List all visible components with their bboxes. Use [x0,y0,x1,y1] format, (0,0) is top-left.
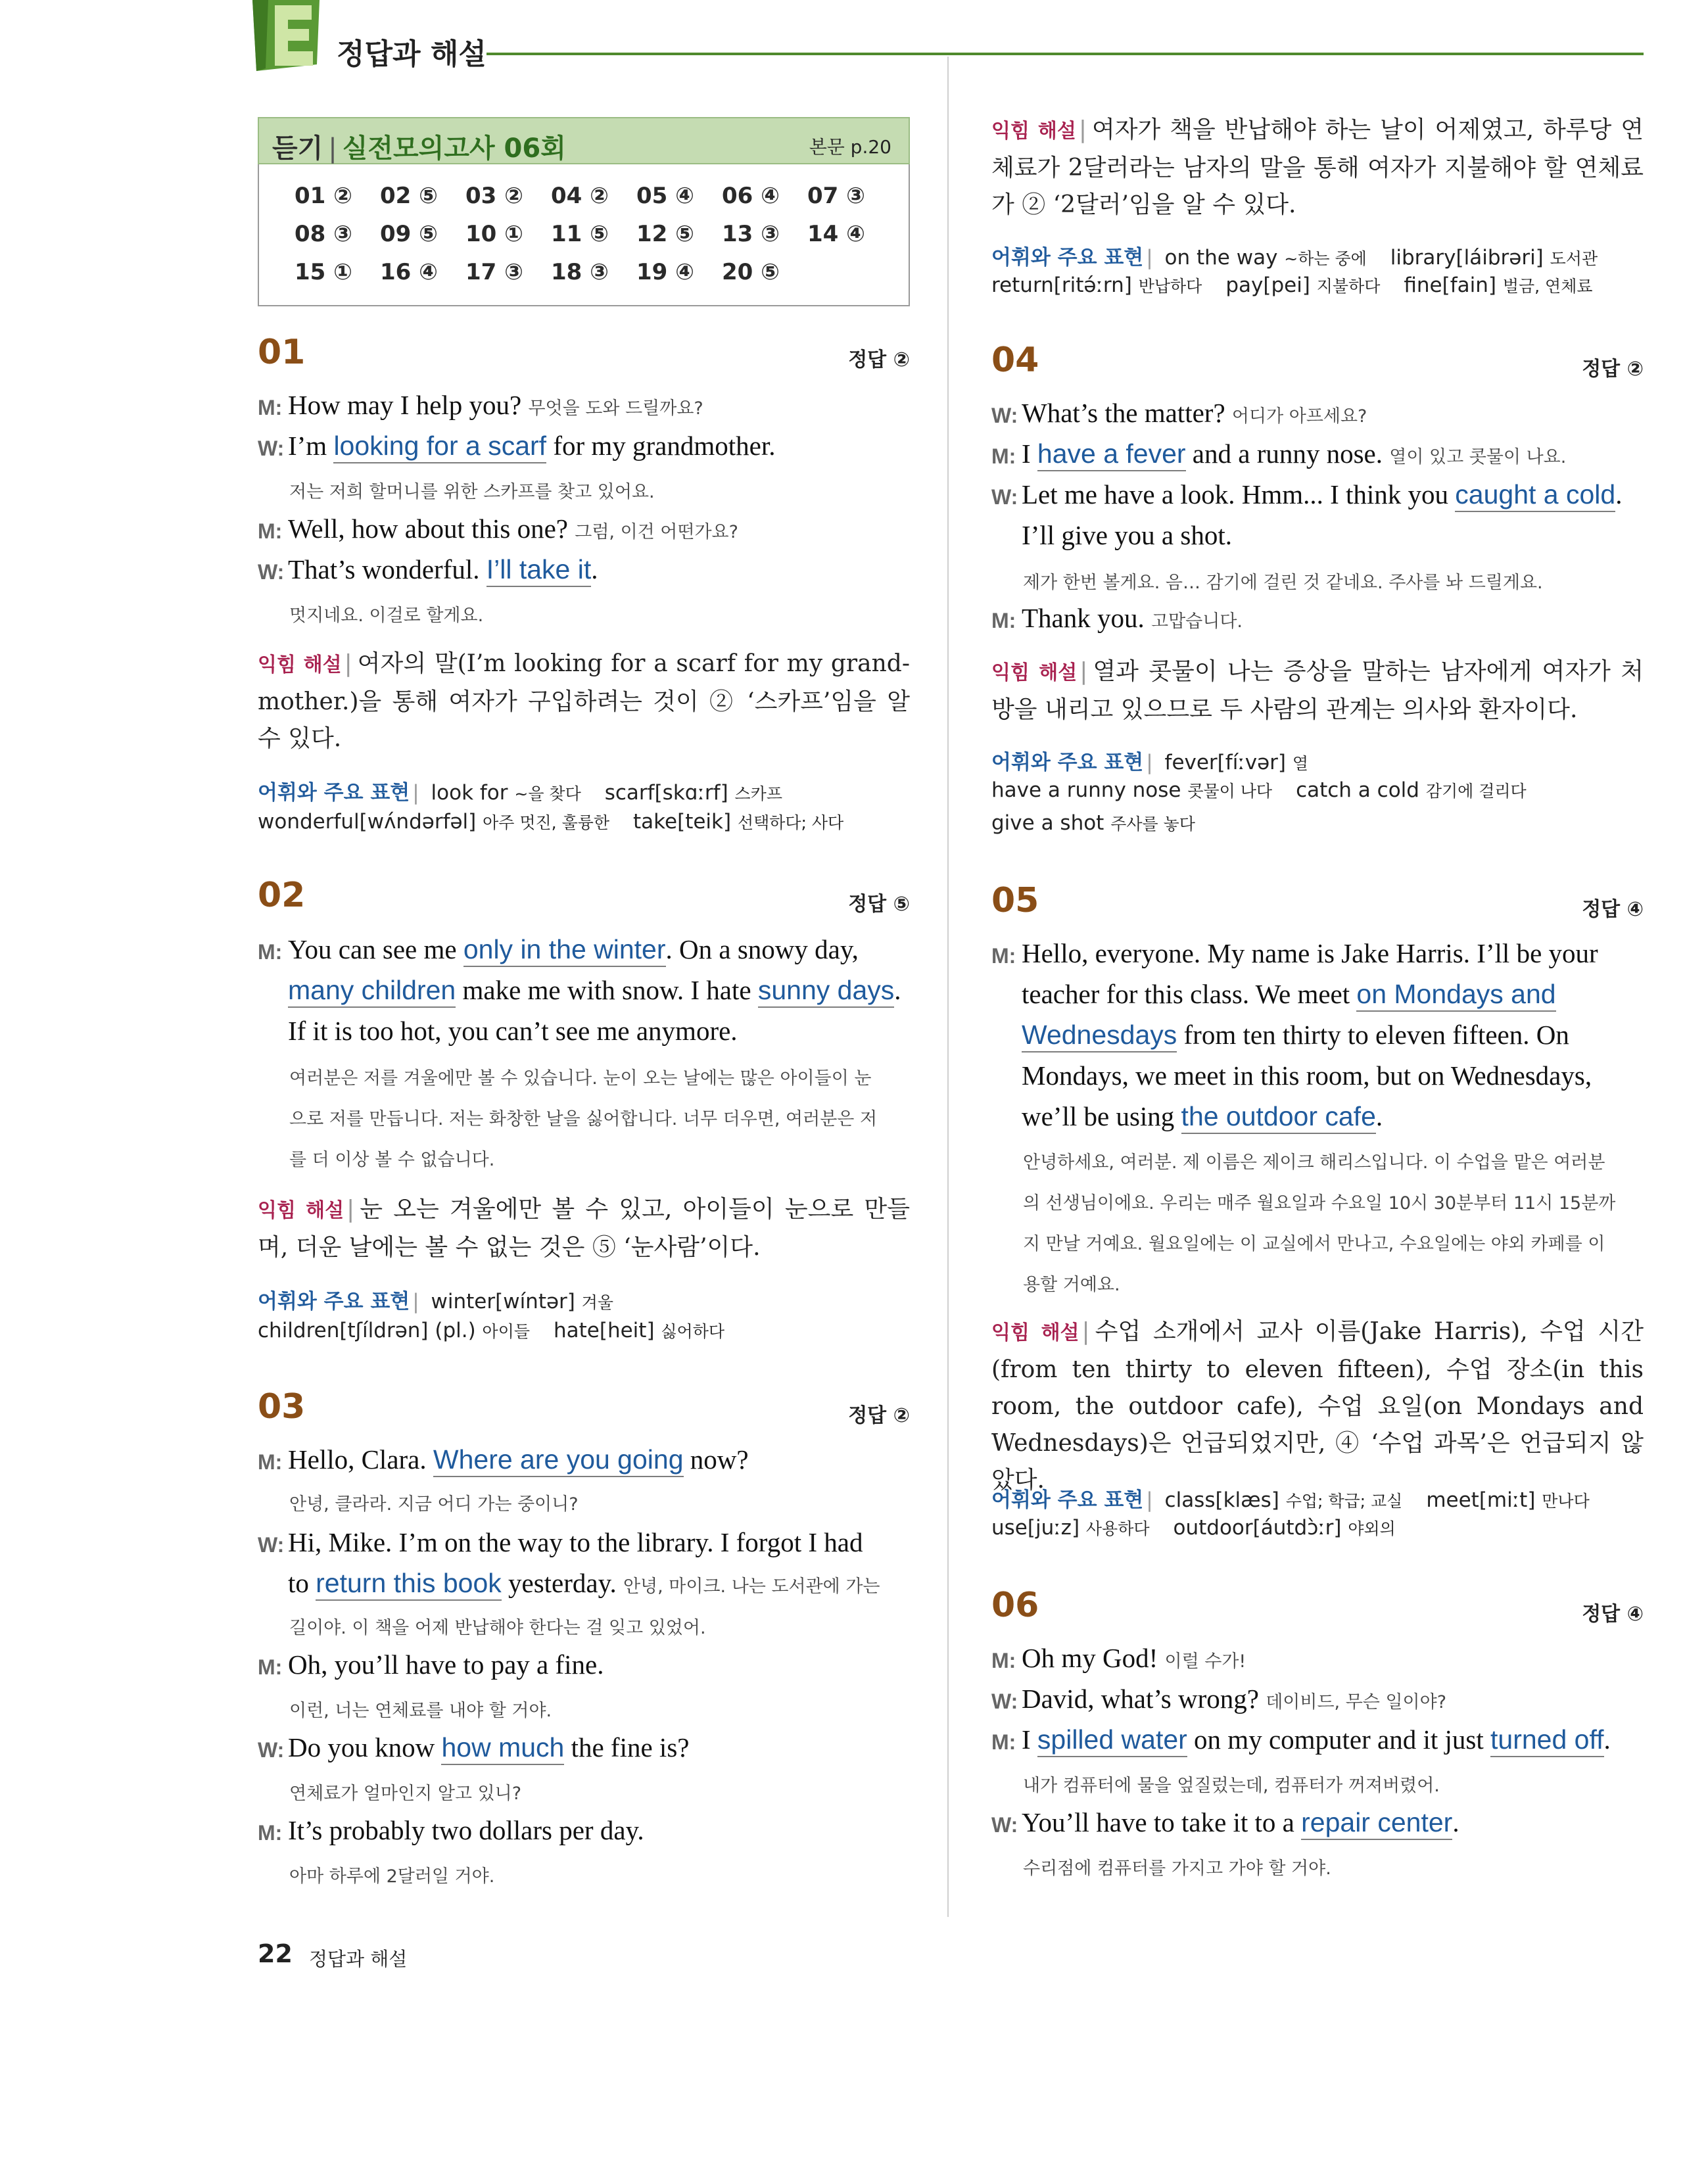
vocabulary: children[tʃíldrən] (pl.) 아이들 hate[heit] 싫어하다 [258,1319,725,1342]
answer-item: 03 ② [465,183,523,209]
dialogue-line: If it is too hot, you can’t see me anymore. [288,1016,738,1046]
page-reference: 본문 p.20 [809,136,891,158]
explanation: 익힘 해설 | 열과 콧물이 나는 증상을 말하는 남자에게 여자가 처방을 내리고 있으므로 두 사람의 관계는 의사와 환자이다. [991,658,1644,723]
question-answer: 정답 ④ [1582,1603,1644,1626]
translation: 저는 저희 할머니를 위한 스카프를 찾고 있어요. [289,482,655,502]
answer-item: 10 ① [465,221,523,247]
translation: 내가 컴퓨터에 물을 엎질렀는데, 컴퓨터가 꺼져버렸어. [1023,1776,1440,1796]
vocabulary: 어휘와 주요 표현 | class[klæs] 수업; 학급; 교실 meet[miːt] 만나다 [991,1488,1590,1512]
translation: 아마 하루에 2달러일 거야. [289,1866,495,1887]
answer-item: 09 ⑤ [380,221,438,247]
question-number: 02 [258,876,306,915]
answer-item: 05 ④ [636,183,694,209]
answer-key-header [258,117,910,164]
section-logo-icon [249,0,327,74]
question-answer: 정답 ④ [1582,898,1644,921]
question-number: 06 [991,1586,1039,1625]
question-number: 01 [258,333,306,372]
answer-item: 01 ② [295,183,352,209]
vocabulary: 어휘와 주요 표현 | fever[fíːvər] 열 [991,751,1309,774]
answer-item: 14 ④ [807,221,865,247]
dialogue-line: many children make me with snow. I hate sunny days. [288,974,901,1006]
answer-item: 06 ④ [722,183,780,209]
answer-item: 11 ⑤ [551,221,609,247]
translation: 수리점에 컴퓨터를 가지고 가야 할 거야. [1023,1858,1331,1879]
answer-item: 02 ⑤ [380,183,438,209]
translation: 으로 저를 만듭니다. 저는 화창한 날을 싫어합니다. 너무 더우면, 여러분은 저 [289,1109,878,1129]
dialogue-line: we’ll be using the outdoor cafe. [1022,1100,1383,1132]
translation: 를 더 이상 볼 수 없습니다. [289,1150,495,1170]
answer-item: 19 ④ [636,259,694,285]
dialogue-line: teacher for this class. We meet on Mondays and [1022,978,1556,1010]
translation: 지 만날 거예요. 월요일에는 이 교실에서 만나고, 수요일에는 야외 카페를 이 [1023,1234,1605,1254]
translation: 여러분은 저를 겨울에만 볼 수 있습니다. 눈이 오는 날에는 많은 아이들이 눈 [289,1068,872,1089]
page-number: 22 [258,1939,293,1968]
answer-item: 16 ④ [380,259,438,285]
answer-item: 15 ① [295,259,352,285]
vocabulary: 어휘와 주요 표현 | look for ~을 찾다 scarf[skɑːrf] 스카프 [258,781,782,805]
explanation: 익힘 해설 | 여자의 말(I’m looking for a scarf for my grandmother.)을 통해 여자가 구입하려는 것이 ② ‘스카프’임을 알 수 있다. [258,650,910,752]
answer-item: 20 ⑤ [722,259,780,285]
answer-item: 07 ③ [807,183,865,209]
dialogue-line: I’ll give you a shot. [1022,520,1232,550]
translation: 이런, 너는 연체료를 내야 할 거야. [289,1701,552,1721]
answer-item: 08 ③ [295,221,352,247]
dialogue-line: to return this book yesterday. 안녕, 마이크. 나는 도서관에 가는 [288,1567,880,1599]
translation: 안녕하세요, 여러분. 제 이름은 제이크 해리스입니다. 이 수업을 맡은 여러분 [1023,1152,1605,1173]
translation: 길이야. 이 책을 어제 반납해야 한다는 걸 잊고 있었어. [289,1618,706,1638]
answer-item: 13 ③ [722,221,780,247]
vocabulary: give a shot 주사를 놓다 [991,811,1195,835]
question-answer: 정답 ② [1582,358,1644,381]
dialogue-line: Mondays, we meet in this room, but on Wednesdays, [1022,1060,1592,1091]
dialogue-line: Wednesdays from ten thirty to eleven fifteen. On [1022,1019,1569,1051]
translation: 멋지네요. 이걸로 할게요. [289,605,484,626]
explanation: 익힘 해설 | 수업 소개에서 교사 이름(Jake Harris), 수업 시간(from ten thirty to eleven fifteen), 수업 장소(in this room, the outdoor cafe), 수업 요일(on Mondays and Wednesdays)은 언급되었지만, ④ ‘수업 과목’은 언급되지 않았다. [991,1318,1644,1494]
footer-title: 정답과 해설 [309,1948,408,1970]
explanation: 익힘 해설 | 눈 오는 겨울에만 볼 수 있고, 아이들이 눈으로 만들며, 더운 날에는 볼 수 없는 것은 ⑤ ‘눈사람’이다. [258,1196,910,1261]
question-number: 04 [991,341,1039,380]
question-answer: 정답 ② [848,348,910,371]
vocabulary: 어휘와 주요 표현 | on the way ~하는 중에 library[láibrəri] 도서관 [991,246,1598,270]
vocabulary: wonderful[wʌ́ndərfəl] 아주 멋진, 훌륭한 take[teik] 선택하다; 사다 [258,810,844,834]
question-answer: 정답 ⑤ [848,893,910,916]
vocabulary: return[ritə́ːrn] 반납하다 pay[pei] 지불하다 fine[fain] 벌금, 연체료 [991,273,1593,297]
vocabulary: have a runny nose 콧물이 나다 catch a cold 감기에 걸리다 [991,778,1527,802]
column-divider [947,57,949,1917]
header-title: 정답과 해설 [337,37,486,71]
question-number: 05 [991,881,1039,920]
question-answer: 정답 ② [848,1404,910,1427]
translation: 제가 한번 볼게요. 음… 감기에 걸린 것 같네요. 주사를 놔 드릴게요. [1023,573,1543,593]
answer-item: 18 ③ [551,259,609,285]
answer-item: 12 ⑤ [636,221,694,247]
answer-key-title: 듣기 | 실전모의고사 06회 [272,133,566,164]
translation: 안녕, 클라라. 지금 어디 가는 중이니? [289,1494,579,1515]
answer-item: 04 ② [551,183,609,209]
header-rule [486,53,1644,55]
translation: 용할 거예요. [1023,1275,1120,1295]
translation: 의 선생님이에요. 우리는 매주 월요일과 수요일 10시 30분부터 11시 15분까 [1023,1193,1616,1214]
vocabulary: 어휘와 주요 표현 | winter[wíntər] 겨울 [258,1290,614,1313]
translation: 연체료가 얼마인지 알고 있니? [289,1784,522,1804]
explanation: 익힘 해설 | 여자가 책을 반납해야 하는 날이 어제였고, 하루당 연체료가 2달러라는 남자의 말을 통해 여자가 지불해야 할 연체료가 ② ‘2달러’임을 알 수 있다. [991,116,1644,218]
question-number: 03 [258,1387,306,1427]
answer-item: 17 ③ [465,259,523,285]
vocabulary: use[juːz] 사용하다 outdoor[áutdɔ̀ːr] 야외의 [991,1516,1396,1540]
